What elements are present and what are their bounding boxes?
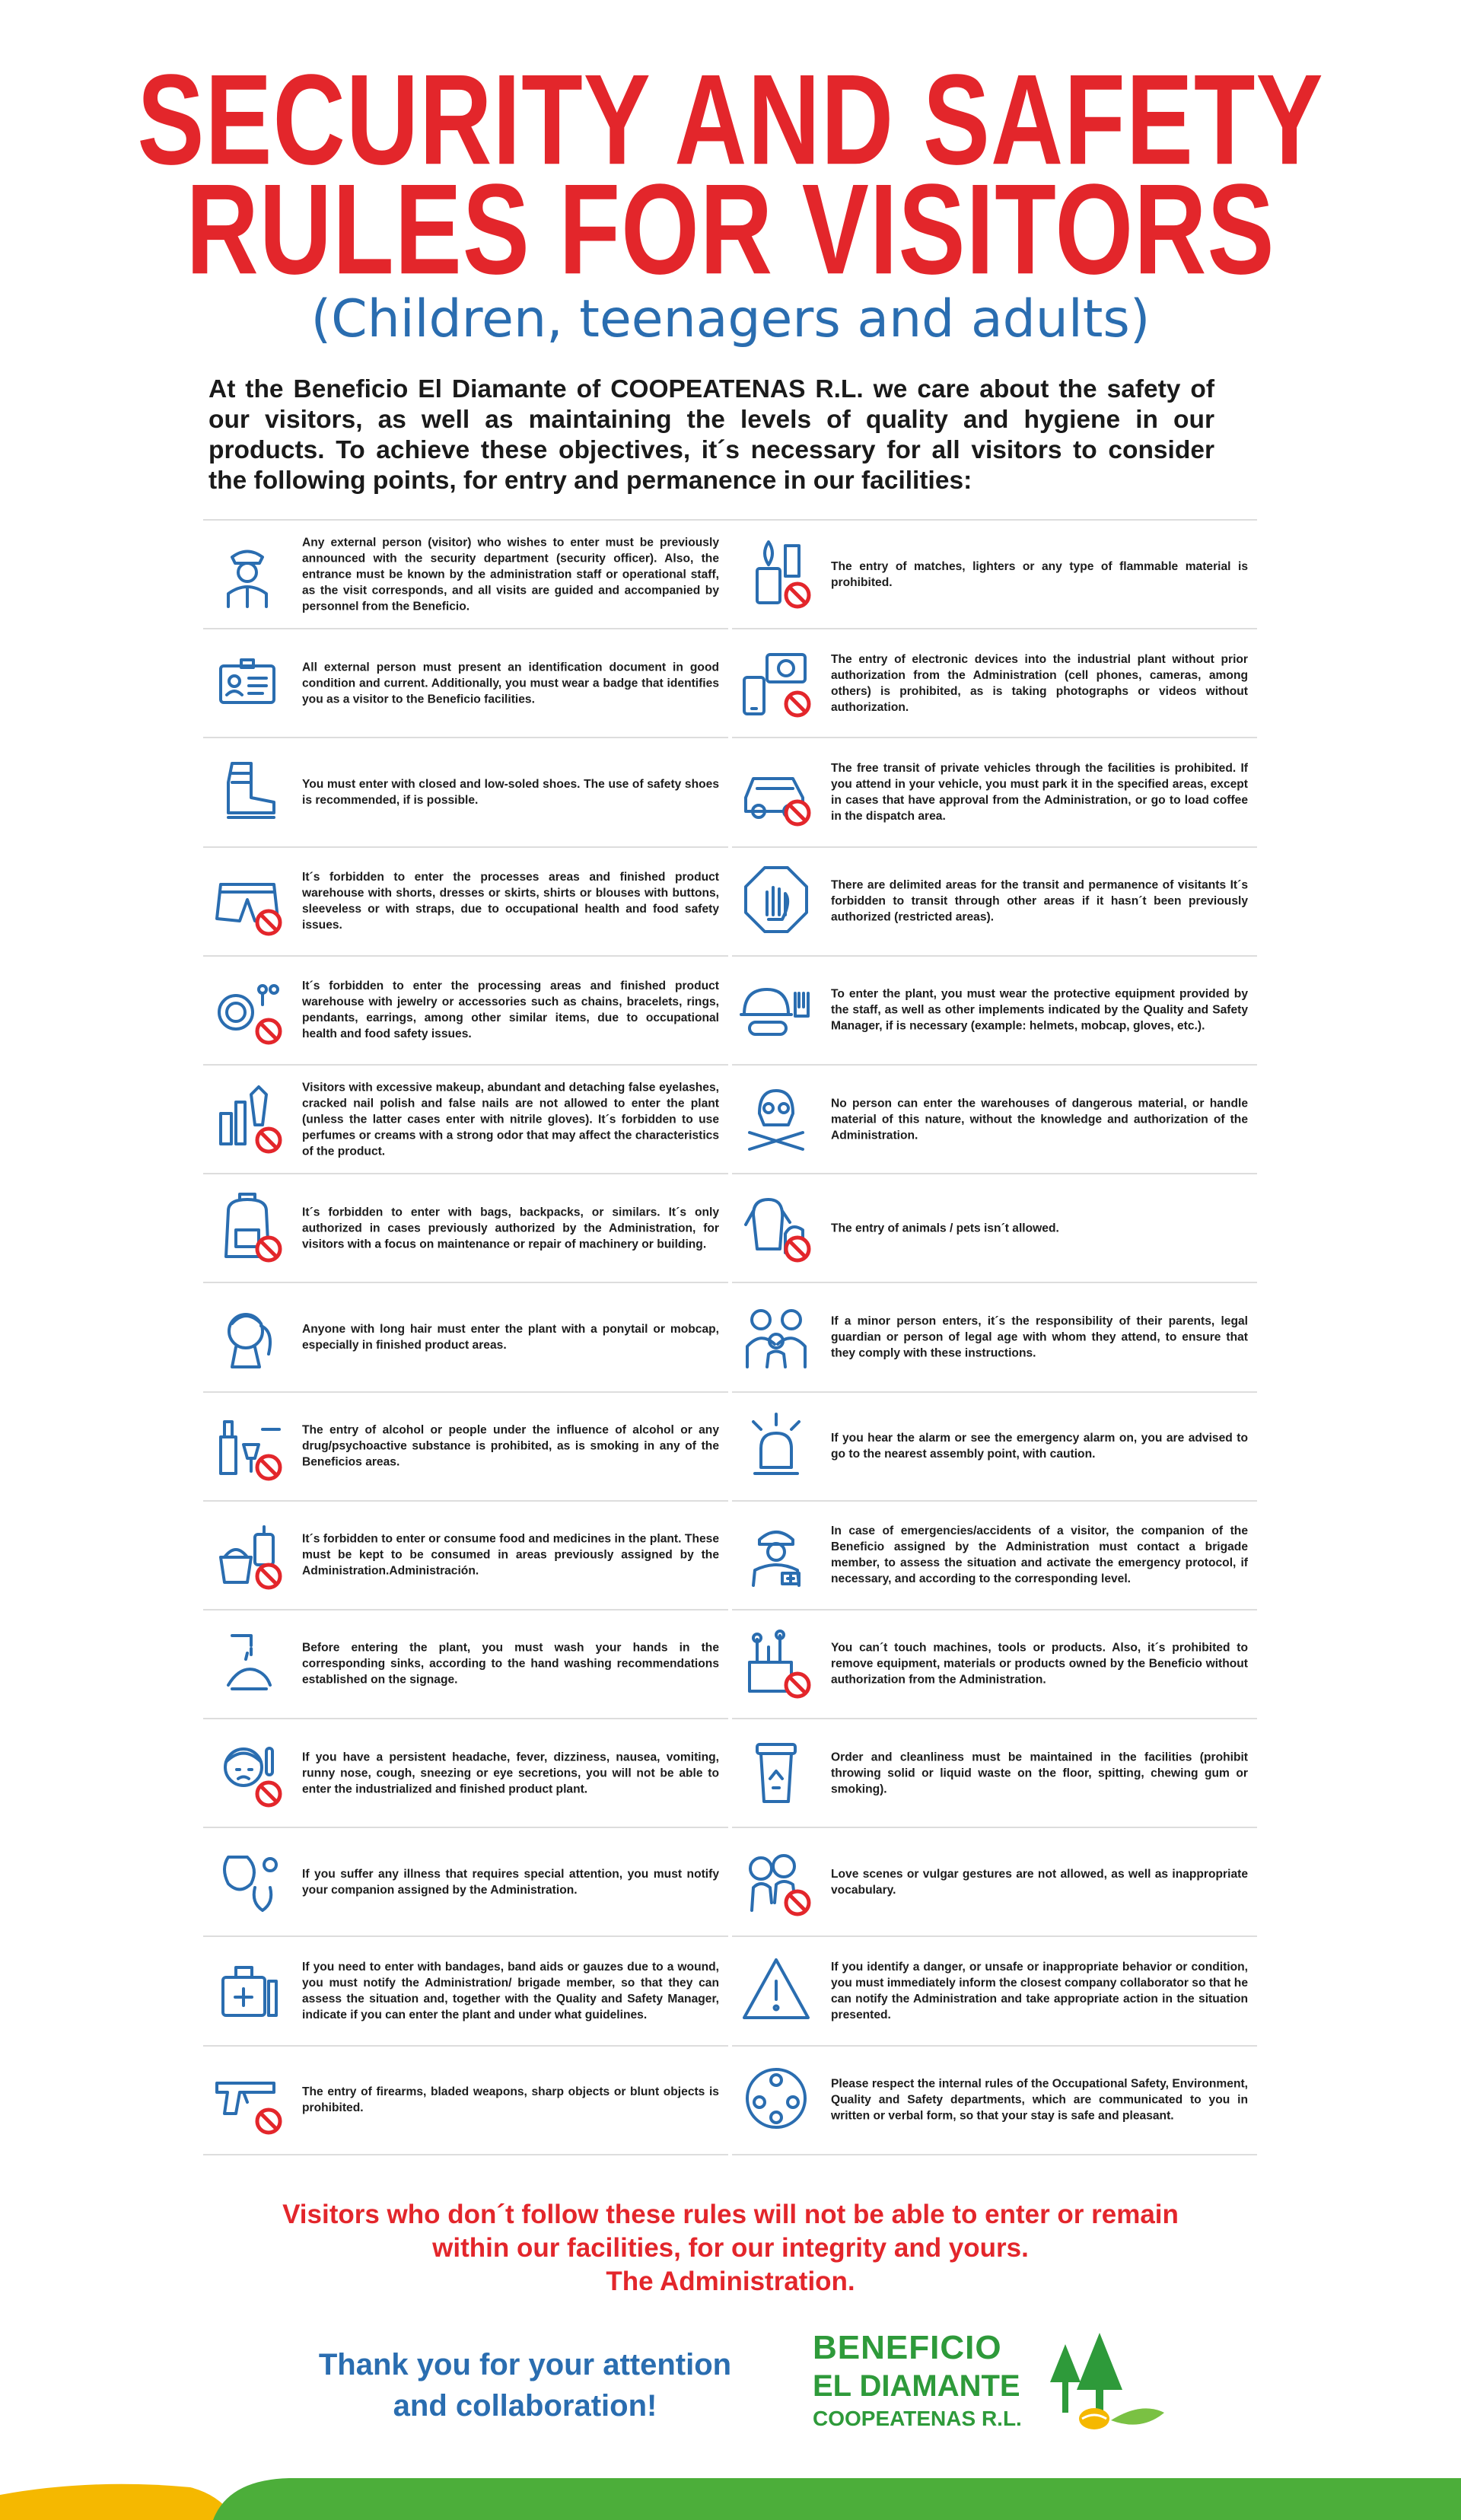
no-alcohol-icon [209, 1407, 285, 1483]
brigade-member-icon [738, 1515, 814, 1591]
stop-hand-icon [738, 862, 814, 938]
rule-row [732, 738, 1257, 847]
rule-row [732, 957, 1257, 1066]
rule-text: If you need to enter with bandages, band aids or gauzes due to a wound, you must notify the Administration/ brigade member, so that they can assess the situation and, together with the Quality and Safety Manager, indicate if you can enter the plant and under what guidelines. [302, 1961, 719, 2022]
rule-text: You must enter with closed and low-soled shoes. The use of safety shoes is recommended, if is possible. [302, 777, 719, 807]
no-pets-icon [738, 1188, 814, 1264]
rule-row [732, 848, 1257, 957]
page-title-line1: SECURITY AND SAFETY [137, 47, 1324, 192]
rule-row [203, 521, 728, 629]
rule-text: If a minor person enters, it´s the responsibility of their parents, legal guardian or person of legal age with whom they attend, to ensure that they comply with these instructions. [831, 1314, 1248, 1360]
hand-washing-icon [209, 1624, 285, 1700]
rule-row [203, 1937, 728, 2046]
rule-text: The entry of matches, lighters or any type of flammable material is prohibited. [831, 559, 1248, 589]
decorative-bottom-band [0, 2472, 1461, 2520]
footer-warning-line1: Visitors who don´t follow these rules will not be able to enter or remain [282, 2200, 1179, 2229]
first-aid-kit-icon [209, 1951, 285, 2027]
no-lighter-icon [738, 534, 814, 610]
rule-row [203, 1066, 728, 1174]
protective-equipment-icon [738, 970, 814, 1047]
rules-column-left [203, 521, 728, 2155]
rule-text: You can´t touch machines, tools or products. Also, it´s prohibited to remove equipment, materials or products owned by the Beneficio without authorization from the Administration. [831, 1641, 1248, 1687]
company-logo [813, 2329, 1170, 2443]
family-icon [738, 1297, 814, 1373]
no-touch-tools-icon [738, 1624, 814, 1700]
rule-text: To enter the plant, you must wear the protective equipment provided by the staff, as well as other implements indicated by the Quality and Safety Manager, if is necessary (example: helmets, mobcap, gloves, etc.). [831, 987, 1248, 1033]
rule-text: It´s forbidden to enter the processes areas and finished product warehouse with shorts, dresses or skirts, shirts or blouses with buttons, sleeveless or with straps, due to occupational health and food safety issues. [302, 871, 719, 932]
no-jewelry-icon [209, 970, 285, 1047]
rule-text: It´s forbidden to enter or consume food and medicines in the plant. These must be kept to be consumed in areas previously assigned by the Administration.Administración. [302, 1532, 719, 1578]
footer-warning [0, 2198, 1461, 2299]
rule-row [732, 521, 1257, 629]
page-title-line2: RULES FOR VISITORS [186, 157, 1275, 301]
rule-row [732, 2047, 1257, 2155]
recycle-bin-icon [738, 1733, 814, 1809]
rule-text: The entry of alcohol or people under the influence of alcohol or any drug/psychoactive substance is prohibited, as is smoking in any of the Beneficios areas. [302, 1423, 719, 1469]
rule-row [203, 1283, 728, 1392]
no-shorts-icon [209, 862, 285, 938]
rule-text: Love scenes or vulgar gestures are not allowed, as well as inappropriate vocabulary. [831, 1867, 1248, 1897]
no-backpack-icon [209, 1188, 285, 1264]
skull-crossbones-icon [738, 1079, 814, 1155]
rule-text: Before entering the plant, you must wash your hands in the corresponding sinks, according to the hand washing recommendations established on the signage. [302, 1641, 719, 1687]
rule-row [203, 738, 728, 847]
footer-warning-line2: within our facilities, for our integrity and yours. [432, 2233, 1029, 2263]
alarm-light-icon [738, 1407, 814, 1483]
rule-text: It´s forbidden to enter with bags, backpacks, or similars. It´s only authorized in cases previously authorized by the Administration, for visitors with a focus on maintenance or repair of machinery or building. [302, 1206, 719, 1251]
rule-row [732, 1393, 1257, 1502]
rule-row [732, 1719, 1257, 1828]
logo-text-line2: EL DIAMANTE [813, 2369, 1020, 2403]
no-kissing-icon [738, 1842, 814, 1918]
rule-row [732, 629, 1257, 738]
rule-text: If you identify a danger, or unsafe or inappropriate behavior or condition, you must immediately inform the closest company collaborator so that he can notify the Administration and take appropriate action in the situation presented. [831, 1961, 1248, 2022]
rule-row [732, 1610, 1257, 1719]
rule-text: The free transit of private vehicles through the facilities is prohibited. If you attend in your vehicle, you must park it in the specified areas, except in cases that have approval from the Administration, or go to load coffee in the dispatch area. [831, 761, 1248, 823]
rule-text: The entry of electronic devices into the industrial plant without prior authorization from the Administration (cell phones, cameras, among others) is prohibited, as is taking photographs or videos without authorization. [831, 652, 1248, 714]
rule-text: There are delimited areas for the transit and permanence of visitants It´s forbidden to transit through other areas if it hasn´t been previously authorized (restricted areas). [831, 878, 1248, 924]
rule-text: Any external person (visitor) who wishes to enter must be previously announced with the security department (security officer). Also, the entrance must be known by the administration staff or operational staff, as the visit corresponds, and all visits are guided and accompanied by personnel from the Beneficio. [302, 536, 719, 613]
rule-text: Anyone with long hair must enter the plant with a ponytail or mobcap, especially in finished product areas. [302, 1322, 719, 1352]
team-people-icon [738, 2060, 814, 2136]
rule-row [203, 1174, 728, 1283]
rule-text: It´s forbidden to enter the processing areas and finished product warehouse with jewelry or accessories such as chains, bracelets, rings, pendants, earrings, among other similar items, due to occupational health and food safety issues. [302, 980, 719, 1041]
organs-illness-icon [209, 1842, 285, 1918]
rule-row [203, 848, 728, 957]
page-subtitle: (Children, teenagers and adults) [310, 289, 1151, 349]
id-badge-icon [209, 643, 285, 719]
rule-row [732, 1283, 1257, 1392]
rule-row [732, 1502, 1257, 1610]
rule-row [203, 1828, 728, 1937]
safety-boot-icon [209, 752, 285, 828]
rule-row [732, 1828, 1257, 1937]
no-makeup-icon [209, 1079, 285, 1155]
rule-text: Order and cleanliness must be maintained in the facilities (prohibit throwing solid or liquid waste on the floor, spitting, chewing gum or smoking). [831, 1751, 1248, 1796]
no-firearms-icon [209, 2060, 285, 2136]
rule-text: No person can enter the warehouses of dangerous material, or handle material of this nature, without the knowledge and authorization of the Administration. [831, 1097, 1248, 1142]
rule-text: The entry of animals / pets isn´t allowed. [831, 1222, 1059, 1235]
rule-text: Please respect the internal rules of the Occupational Safety, Environment, Quality and Safety departments, which are communicated to you in written or verbal form, so that your stay is safe and pleasant. [831, 2077, 1248, 2123]
ponytail-icon [209, 1297, 285, 1373]
footer-warning-line3: The Administration. [606, 2267, 855, 2296]
rule-row [203, 629, 728, 738]
sick-person-icon [209, 1733, 285, 1809]
rule-text: If you have a persistent headache, fever, dizziness, nausea, vomiting, runny nose, cough, sneezing or eye secretions, you will not be able to enter the industrialized and finished product plant. [302, 1751, 719, 1796]
no-car-icon [738, 752, 814, 828]
warning-triangle-icon [738, 1951, 814, 2027]
no-food-icon [209, 1515, 285, 1591]
thanks-line2: and collaboration! [393, 2389, 657, 2423]
security-officer-icon [209, 534, 285, 610]
rule-text: All external person must present an identification document in good condition and current. Additionally, you must wear a badge that identifies you as a visitor to the Beneficio facilities. [302, 661, 719, 706]
logo-text-line3: COOPEATENAS R.L. [813, 2407, 1022, 2430]
thanks-message [274, 2344, 776, 2426]
rule-text: In case of emergencies/accidents of a visitor, the companion of the Beneficio assigned by the Administration must contact a brigade member, to assess the situation and activate the emergency protocol, if necessary, and according to the corresponding level. [831, 1524, 1248, 1586]
logo-text-line1: BENEFICIO [813, 2329, 1002, 2366]
rules-column-right [732, 521, 1257, 2155]
rule-row [203, 1719, 728, 1828]
rule-row [732, 1937, 1257, 2046]
thanks-line1: Thank you for your attention [318, 2348, 732, 2381]
rule-row [203, 1610, 728, 1719]
intro-paragraph: At the Beneficio El Diamante of COOPEATENAS R.L. we care about the safety of our visitors, as well as maintaining the levels of quality and hygiene in our products. To achieve these objectives, it´s necessary for all visitors to consider the following points, for entry and permanence in our facilities: [208, 375, 1214, 495]
rule-text: If you suffer any illness that requires special attention, you must notify your companion assigned by the Administration. [302, 1867, 719, 1897]
rule-row [732, 1174, 1257, 1283]
rule-row [203, 2047, 728, 2155]
rule-row [732, 1066, 1257, 1174]
rule-row [203, 1502, 728, 1610]
rule-text: Visitors with excessive makeup, abundant and detaching false eyelashes, cracked nail polish and false nails are not allowed to enter the plant (unless the latter cases enter with nitrile gloves). It´s forbidden to use perfumes or creams with a strong odor that may affect the characteristics of the product. [302, 1081, 719, 1158]
rule-row [203, 957, 728, 1066]
rules-grid [203, 519, 1257, 2178]
no-camera-phone-icon [738, 643, 814, 719]
tree-coffee-logo-icon [1035, 2329, 1187, 2443]
rule-text: The entry of firearms, bladed weapons, sharp objects or blunt objects is prohibited. [302, 2085, 719, 2115]
rule-text: If you hear the alarm or see the emergency alarm on, you are advised to go to the nearest assembly point, with caution. [831, 1432, 1248, 1461]
rule-row [203, 1393, 728, 1502]
